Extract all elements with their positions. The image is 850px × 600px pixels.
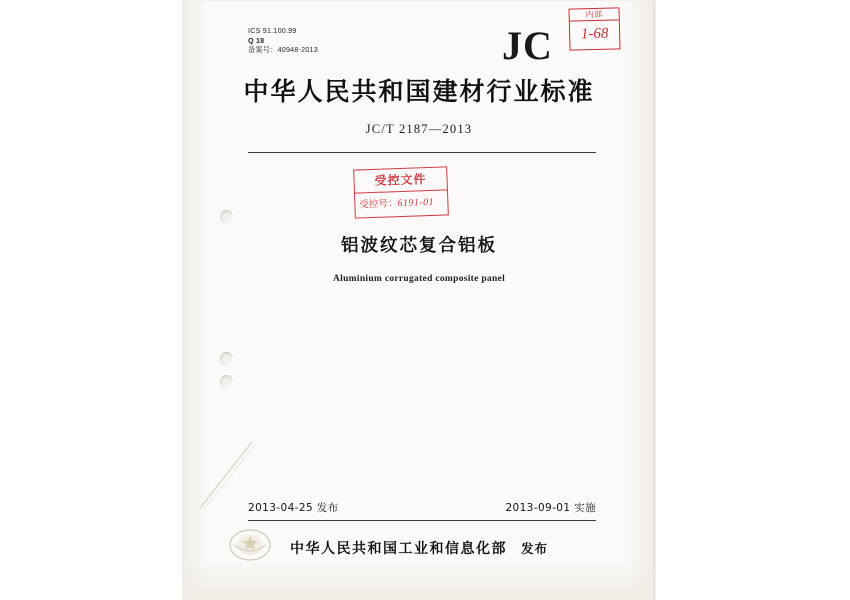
controlled-stamp-number: 6191-01 — [397, 196, 435, 210]
publication-dates-row — [248, 500, 596, 515]
controlled-document-stamp — [353, 166, 449, 218]
document-title-chinese: 铝波纹芯复合铝板 — [341, 236, 497, 256]
footer-divider — [248, 520, 596, 521]
issue-date: 2013-04-25 发布 — [248, 502, 339, 514]
corner-stamp-number: 1-68 — [580, 25, 609, 43]
meta-ics-code: ICS 91.100.99 — [248, 26, 297, 35]
issuing-authority — [182, 538, 656, 558]
issuer-publish-label: 发布 — [520, 541, 548, 556]
page-shading-bottom — [182, 560, 656, 600]
binder-hole-icon — [220, 352, 233, 366]
jc-logo: JC — [502, 23, 553, 68]
corner-stamp-label: 内部 — [569, 8, 618, 21]
binder-hole-icon — [220, 210, 233, 224]
controlled-stamp-label: 受控号： — [359, 198, 398, 211]
document-title-english: Aluminium corrugated composite panel — [332, 274, 506, 284]
header-divider — [248, 152, 596, 153]
issuer-name: 中华人民共和国工业和信息化部 — [289, 541, 507, 557]
standard-number: JC/T 2187—2013 — [365, 122, 473, 136]
effective-date: 2013-09-01 实施 — [505, 502, 596, 514]
page-title: 中华人民共和国建材行业标准 — [243, 77, 595, 106]
internal-corner-stamp — [568, 7, 620, 50]
controlled-stamp-title: 受控文件 — [354, 167, 447, 193]
standard-cover-page — [182, 0, 656, 600]
meta-record-number: 备案号：40948-2013 — [248, 45, 318, 55]
controlled-stamp-number-row — [355, 190, 448, 216]
document-meta-block — [248, 26, 318, 55]
meta-classification-code: Q 18 — [248, 35, 265, 45]
binder-hole-icon — [220, 375, 233, 389]
